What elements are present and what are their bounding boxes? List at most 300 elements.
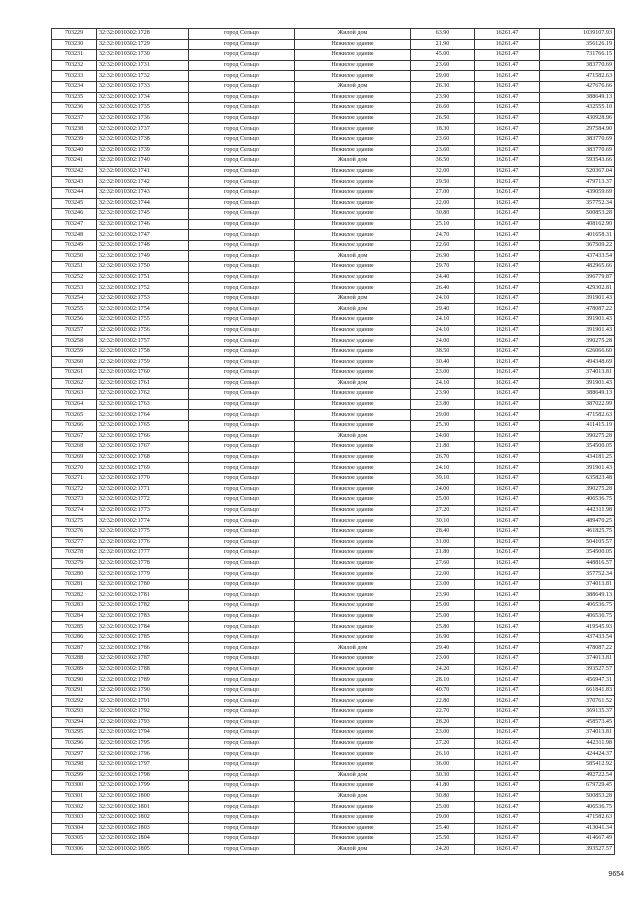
table-row [52, 696, 615, 707]
row-number-cell: 703289 [52, 664, 97, 675]
cadastral-number-cell: 32:32:0010302:1746 [97, 219, 189, 230]
unit-value-cell: 16261.47 [475, 569, 540, 580]
area-cell: 23.80 [411, 399, 475, 410]
unit-value-cell: 16261.47 [475, 71, 540, 82]
object-type-cell: Нежилое здание [295, 622, 411, 633]
cadastral-number-cell: 32:32:0010302:1799 [97, 781, 189, 792]
area-cell: 22.00 [411, 569, 475, 580]
row-number-cell: 703278 [52, 548, 97, 559]
cadastral-number-cell: 32:32:0010302:1750 [97, 262, 189, 273]
row-number-cell: 703239 [52, 134, 97, 145]
location-cell: город Сельцо [189, 442, 295, 453]
object-type-cell: Жилой дом [295, 378, 411, 389]
table-row [52, 569, 615, 580]
cadastral-number-cell: 32:32:0010302:1766 [97, 431, 189, 442]
object-type-cell: Нежилое здание [295, 325, 411, 336]
area-cell: 28.20 [411, 717, 475, 728]
location-cell: город Сельцо [189, 336, 295, 347]
unit-value-cell: 16261.47 [475, 81, 540, 92]
row-number-cell: 703269 [52, 452, 97, 463]
cadastral-value-cell: 388649.13 [540, 92, 615, 103]
location-cell: город Сельцо [189, 844, 295, 855]
area-cell: 23.60 [411, 134, 475, 145]
unit-value-cell: 16261.47 [475, 707, 540, 718]
cadastral-number-cell: 32:32:0010302:1778 [97, 558, 189, 569]
cadastral-value-cell: 479713.37 [540, 177, 615, 188]
row-number-cell: 703288 [52, 654, 97, 665]
row-number-cell: 703253 [52, 283, 97, 294]
location-cell: город Сельцо [189, 738, 295, 749]
table-row [52, 844, 615, 855]
row-number-cell: 703258 [52, 336, 97, 347]
unit-value-cell: 16261.47 [475, 643, 540, 654]
row-number-cell: 703246 [52, 209, 97, 220]
row-number-cell: 703235 [52, 92, 97, 103]
area-cell: 24.40 [411, 272, 475, 283]
location-cell: город Сельцо [189, 156, 295, 167]
area-cell: 26.90 [411, 632, 475, 643]
location-cell: город Сельцо [189, 473, 295, 484]
object-type-cell: Нежилое здание [295, 71, 411, 82]
area-cell: 27.00 [411, 187, 475, 198]
location-cell: город Сельцо [189, 579, 295, 590]
cadastral-value-cell: 437433.54 [540, 251, 615, 262]
cadastral-value-cell: 413041.34 [540, 823, 615, 834]
location-cell: город Сельцо [189, 664, 295, 675]
unit-value-cell: 16261.47 [475, 92, 540, 103]
area-cell: 25.00 [411, 802, 475, 813]
row-number-cell: 703277 [52, 537, 97, 548]
cadastral-number-cell: 32:32:0010302:1754 [97, 304, 189, 315]
unit-value-cell: 16261.47 [475, 29, 540, 40]
cadastral-value-cell: 585412.92 [540, 759, 615, 770]
location-cell: город Сельцо [189, 717, 295, 728]
cadastral-number-cell: 32:32:0010302:1797 [97, 759, 189, 770]
unit-value-cell: 16261.47 [475, 632, 540, 643]
object-type-cell: Нежилое здание [295, 452, 411, 463]
table-row [52, 516, 615, 527]
cadastral-value-cell: 442311.98 [540, 505, 615, 516]
table-row [52, 728, 615, 739]
unit-value-cell: 16261.47 [475, 336, 540, 347]
table-row [52, 29, 615, 40]
table-row [52, 389, 615, 400]
row-number-cell: 703279 [52, 558, 97, 569]
location-cell: город Сельцо [189, 781, 295, 792]
cadastral-value-cell: 430928.96 [540, 113, 615, 124]
location-cell: город Сельцо [189, 601, 295, 612]
cadastral-number-cell: 32:32:0010302:1763 [97, 399, 189, 410]
area-cell: 24.00 [411, 484, 475, 495]
cadastral-value-cell: 442311.98 [540, 738, 615, 749]
unit-value-cell: 16261.47 [475, 516, 540, 527]
unit-value-cell: 16261.47 [475, 759, 540, 770]
table-row [52, 230, 615, 241]
cadastral-value-cell: 370761.52 [540, 696, 615, 707]
table-row [52, 622, 615, 633]
cadastral-value-cell: 396779.87 [540, 272, 615, 283]
cadastral-value-cell: 429302.81 [540, 283, 615, 294]
area-cell: 21.90 [411, 39, 475, 50]
cadastral-number-cell: 32:32:0010302:1801 [97, 802, 189, 813]
area-cell: 30.40 [411, 357, 475, 368]
row-number-cell: 703284 [52, 611, 97, 622]
cadastral-value-cell: 356126.19 [540, 39, 615, 50]
cadastral-value-cell: 388649.13 [540, 389, 615, 400]
area-cell: 22.80 [411, 696, 475, 707]
unit-value-cell: 16261.47 [475, 812, 540, 823]
table-row [52, 463, 615, 474]
row-number-cell: 703275 [52, 516, 97, 527]
area-cell: 21.80 [411, 442, 475, 453]
location-cell: город Сельцо [189, 834, 295, 845]
area-cell: 23.00 [411, 728, 475, 739]
cadastral-number-cell: 32:32:0010302:1745 [97, 209, 189, 220]
object-type-cell: Жилой дом [295, 304, 411, 315]
cadastral-number-cell: 32:32:0010302:1732 [97, 71, 189, 82]
cadastral-number-cell: 32:32:0010302:1734 [97, 92, 189, 103]
area-cell: 41.80 [411, 781, 475, 792]
location-cell: город Сельцо [189, 548, 295, 559]
location-cell: город Сельцо [189, 537, 295, 548]
cadastral-value-cell: 456947.31 [540, 675, 615, 686]
location-cell: город Сельцо [189, 198, 295, 209]
row-number-cell: 703234 [52, 81, 97, 92]
location-cell: город Сельцо [189, 113, 295, 124]
area-cell: 25.40 [411, 823, 475, 834]
cadastral-number-cell: 32:32:0010302:1751 [97, 272, 189, 283]
cadastral-number-cell: 32:32:0010302:1752 [97, 283, 189, 294]
object-type-cell: Нежилое здание [295, 463, 411, 474]
location-cell: город Сельцо [189, 420, 295, 431]
location-cell: город Сельцо [189, 92, 295, 103]
area-cell: 40.70 [411, 685, 475, 696]
cadastral-value-cell: 390275.28 [540, 336, 615, 347]
table-row [52, 654, 615, 665]
cadastral-value-cell: 437433.54 [540, 632, 615, 643]
cadastral-number-cell: 32:32:0010302:1774 [97, 516, 189, 527]
row-number-cell: 703254 [52, 293, 97, 304]
cadastral-value-cell: 391901.43 [540, 463, 615, 474]
location-cell: город Сельцо [189, 823, 295, 834]
object-type-cell: Нежилое здание [295, 389, 411, 400]
object-type-cell: Жилой дом [295, 770, 411, 781]
location-cell: город Сельцо [189, 166, 295, 177]
cadastral-number-cell: 32:32:0010302:1769 [97, 463, 189, 474]
table-row [52, 548, 615, 559]
area-cell: 24.10 [411, 315, 475, 326]
cadastral-value-cell: 391901.43 [540, 325, 615, 336]
area-cell: 39.10 [411, 473, 475, 484]
location-cell: город Сельцо [189, 590, 295, 601]
area-cell: 22.70 [411, 707, 475, 718]
unit-value-cell: 16261.47 [475, 357, 540, 368]
cadastral-value-cell: 383770.69 [540, 134, 615, 145]
table-row [52, 707, 615, 718]
area-cell: 25.00 [411, 495, 475, 506]
area-cell: 24.10 [411, 325, 475, 336]
cadastral-value-cell: 383770.69 [540, 145, 615, 156]
table-row [52, 145, 615, 156]
location-cell: город Сельцо [189, 654, 295, 665]
cadastral-number-cell: 32:32:0010302:1755 [97, 315, 189, 326]
object-type-cell: Нежилое здание [295, 749, 411, 760]
unit-value-cell: 16261.47 [475, 791, 540, 802]
row-number-cell: 703249 [52, 240, 97, 251]
row-number-cell: 703252 [52, 272, 97, 283]
table-row [52, 39, 615, 50]
cadastral-value-cell: 492722.54 [540, 770, 615, 781]
area-cell: 24.00 [411, 431, 475, 442]
object-type-cell: Нежилое здание [295, 823, 411, 834]
area-cell: 24.10 [411, 378, 475, 389]
cadastral-number-cell: 32:32:0010302:1780 [97, 579, 189, 590]
area-cell: 29.70 [411, 262, 475, 273]
row-number-cell: 703245 [52, 198, 97, 209]
cadastral-number-cell: 32:32:0010302:1802 [97, 812, 189, 823]
cadastral-value-cell: 427676.66 [540, 81, 615, 92]
cadastral-number-cell: 32:32:0010302:1800 [97, 791, 189, 802]
table-row [52, 378, 615, 389]
row-number-cell: 703257 [52, 325, 97, 336]
area-cell: 26.70 [411, 452, 475, 463]
row-number-cell: 703290 [52, 675, 97, 686]
cadastral-number-cell: 32:32:0010302:1790 [97, 685, 189, 696]
table-row [52, 749, 615, 760]
location-cell: город Сельцо [189, 452, 295, 463]
cadastral-number-cell: 32:32:0010302:1731 [97, 60, 189, 71]
object-type-cell: Нежилое здание [295, 707, 411, 718]
row-number-cell: 703243 [52, 177, 97, 188]
object-type-cell: Нежилое здание [295, 717, 411, 728]
unit-value-cell: 16261.47 [475, 103, 540, 114]
location-cell: город Сельцо [189, 368, 295, 379]
area-cell: 31.00 [411, 537, 475, 548]
area-cell: 36.50 [411, 156, 475, 167]
cadastral-value-cell: 354500.05 [540, 442, 615, 453]
location-cell: город Сельцо [189, 209, 295, 220]
area-cell: 24.10 [411, 293, 475, 304]
unit-value-cell: 16261.47 [475, 675, 540, 686]
cadastral-number-cell: 32:32:0010302:1741 [97, 166, 189, 177]
object-type-cell: Жилой дом [295, 643, 411, 654]
cadastral-number-cell: 32:32:0010302:1735 [97, 103, 189, 114]
unit-value-cell: 16261.47 [475, 823, 540, 834]
area-cell: 25.10 [411, 219, 475, 230]
row-number-cell: 703286 [52, 632, 97, 643]
table-row [52, 495, 615, 506]
object-type-cell: Жилой дом [295, 431, 411, 442]
object-type-cell: Нежилое здание [295, 283, 411, 294]
unit-value-cell: 16261.47 [475, 770, 540, 781]
object-type-cell: Нежилое здание [295, 198, 411, 209]
unit-value-cell: 16261.47 [475, 251, 540, 262]
cadastral-value-cell: 439059.69 [540, 187, 615, 198]
cadastral-number-cell: 32:32:0010302:1729 [97, 39, 189, 50]
table-row [52, 124, 615, 135]
location-cell: город Сельцо [189, 389, 295, 400]
area-cell: 32.00 [411, 166, 475, 177]
unit-value-cell: 16261.47 [475, 463, 540, 474]
table-row [52, 262, 615, 273]
area-cell: 23.00 [411, 368, 475, 379]
location-cell: город Сельцо [189, 134, 295, 145]
area-cell: 24.00 [411, 336, 475, 347]
row-number-cell: 703285 [52, 622, 97, 633]
object-type-cell: Нежилое здание [295, 92, 411, 103]
cadastral-number-cell: 32:32:0010302:1782 [97, 601, 189, 612]
object-type-cell: Нежилое здание [295, 632, 411, 643]
table-row [52, 368, 615, 379]
area-cell: 45.00 [411, 50, 475, 61]
area-cell: 23.60 [411, 145, 475, 156]
cadastral-value-cell: 424424.37 [540, 749, 615, 760]
object-type-cell: Нежилое здание [295, 240, 411, 251]
area-cell: 24.10 [411, 463, 475, 474]
area-cell: 27.60 [411, 558, 475, 569]
row-number-cell: 703303 [52, 812, 97, 823]
location-cell: город Сельцо [189, 378, 295, 389]
row-number-cell: 703259 [52, 346, 97, 357]
unit-value-cell: 16261.47 [475, 526, 540, 537]
unit-value-cell: 16261.47 [475, 209, 540, 220]
table-row [52, 293, 615, 304]
unit-value-cell: 16261.47 [475, 389, 540, 400]
cadastral-number-cell: 32:32:0010302:1793 [97, 717, 189, 728]
row-number-cell: 703271 [52, 473, 97, 484]
object-type-cell: Нежилое здание [295, 187, 411, 198]
area-cell: 23.90 [411, 92, 475, 103]
cadastral-number-cell: 32:32:0010302:1736 [97, 113, 189, 124]
unit-value-cell: 16261.47 [475, 452, 540, 463]
object-type-cell: Нежилое здание [295, 124, 411, 135]
location-cell: город Сельцо [189, 707, 295, 718]
object-type-cell: Нежилое здание [295, 39, 411, 50]
table-row [52, 611, 615, 622]
location-cell: город Сельцо [189, 315, 295, 326]
location-cell: город Сельцо [189, 675, 295, 686]
unit-value-cell: 16261.47 [475, 346, 540, 357]
object-type-cell: Нежилое здание [295, 230, 411, 241]
cadastral-number-cell: 32:32:0010302:1747 [97, 230, 189, 241]
cadastral-number-cell: 32:32:0010302:1775 [97, 526, 189, 537]
location-cell: город Сельцо [189, 357, 295, 368]
table-row [52, 452, 615, 463]
cadastral-number-cell: 32:32:0010302:1765 [97, 420, 189, 431]
row-number-cell: 703302 [52, 802, 97, 813]
unit-value-cell: 16261.47 [475, 272, 540, 283]
object-type-cell: Нежилое здание [295, 685, 411, 696]
table-row [52, 759, 615, 770]
unit-value-cell: 16261.47 [475, 293, 540, 304]
location-cell: город Сельцо [189, 569, 295, 580]
cadastral-number-cell: 32:32:0010302:1742 [97, 177, 189, 188]
area-cell: 26.90 [411, 251, 475, 262]
table-row [52, 675, 615, 686]
table-row [52, 812, 615, 823]
location-cell: город Сельцо [189, 346, 295, 357]
area-cell: 27.20 [411, 505, 475, 516]
cadastral-number-cell: 32:32:0010302:1757 [97, 336, 189, 347]
location-cell: город Сельцо [189, 29, 295, 40]
object-type-cell: Нежилое здание [295, 336, 411, 347]
location-cell: город Сельцо [189, 611, 295, 622]
cadastral-value-cell: 297584.90 [540, 124, 615, 135]
object-type-cell: Нежилое здание [295, 346, 411, 357]
object-type-cell: Нежилое здание [295, 696, 411, 707]
location-cell: город Сельцо [189, 81, 295, 92]
table-row [52, 60, 615, 71]
area-cell: 29.40 [411, 643, 475, 654]
row-number-cell: 703276 [52, 526, 97, 537]
area-cell: 18.30 [411, 124, 475, 135]
area-cell: 26.50 [411, 113, 475, 124]
page-number: 9654 [608, 871, 624, 878]
row-number-cell: 703250 [52, 251, 97, 262]
object-type-cell: Нежилое здание [295, 548, 411, 559]
cadastral-number-cell: 32:32:0010302:1764 [97, 410, 189, 421]
cadastral-value-cell: 387022.99 [540, 399, 615, 410]
object-type-cell: Нежилое здание [295, 834, 411, 845]
cadastral-value-cell: 391901.43 [540, 315, 615, 326]
cadastral-number-cell: 32:32:0010302:1768 [97, 452, 189, 463]
cadastral-value-cell: 374013.81 [540, 368, 615, 379]
object-type-cell: Нежилое здание [295, 219, 411, 230]
cadastral-number-cell: 32:32:0010302:1794 [97, 728, 189, 739]
location-cell: город Сельцо [189, 60, 295, 71]
row-number-cell: 703251 [52, 262, 97, 273]
unit-value-cell: 16261.47 [475, 240, 540, 251]
cadastral-number-cell: 32:32:0010302:1730 [97, 50, 189, 61]
area-cell: 30.30 [411, 770, 475, 781]
cadastral-value-cell: 494348.69 [540, 357, 615, 368]
object-type-cell: Нежилое здание [295, 103, 411, 114]
unit-value-cell: 16261.47 [475, 473, 540, 484]
unit-value-cell: 16261.47 [475, 315, 540, 326]
table-row [52, 823, 615, 834]
cadastral-number-cell: 32:32:0010302:1739 [97, 145, 189, 156]
unit-value-cell: 16261.47 [475, 495, 540, 506]
object-type-cell: Нежилое здание [295, 410, 411, 421]
table-row [52, 685, 615, 696]
area-cell: 29.00 [411, 71, 475, 82]
object-type-cell: Нежилое здание [295, 802, 411, 813]
cadastral-value-cell: 357752.34 [540, 569, 615, 580]
object-type-cell: Нежилое здание [295, 812, 411, 823]
cadastral-number-cell: 32:32:0010302:1760 [97, 368, 189, 379]
unit-value-cell: 16261.47 [475, 558, 540, 569]
location-cell: город Сельцо [189, 399, 295, 410]
unit-value-cell: 16261.47 [475, 304, 540, 315]
row-number-cell: 703255 [52, 304, 97, 315]
table-row [52, 113, 615, 124]
cadastral-number-cell: 32:32:0010302:1787 [97, 654, 189, 665]
object-type-cell: Нежилое здание [295, 442, 411, 453]
cadastral-value-cell: 448816.57 [540, 558, 615, 569]
unit-value-cell: 16261.47 [475, 198, 540, 209]
area-cell: 63.90 [411, 29, 475, 40]
area-cell: 25.00 [411, 611, 475, 622]
table-row [52, 336, 615, 347]
cadastral-number-cell: 32:32:0010302:1753 [97, 293, 189, 304]
unit-value-cell: 16261.47 [475, 579, 540, 590]
table-row [52, 134, 615, 145]
unit-value-cell: 16261.47 [475, 622, 540, 633]
cadastral-value-cell: 419545.93 [540, 622, 615, 633]
area-cell: 29.40 [411, 304, 475, 315]
cadastral-value-cell: 414667.49 [540, 834, 615, 845]
row-number-cell: 703282 [52, 590, 97, 601]
